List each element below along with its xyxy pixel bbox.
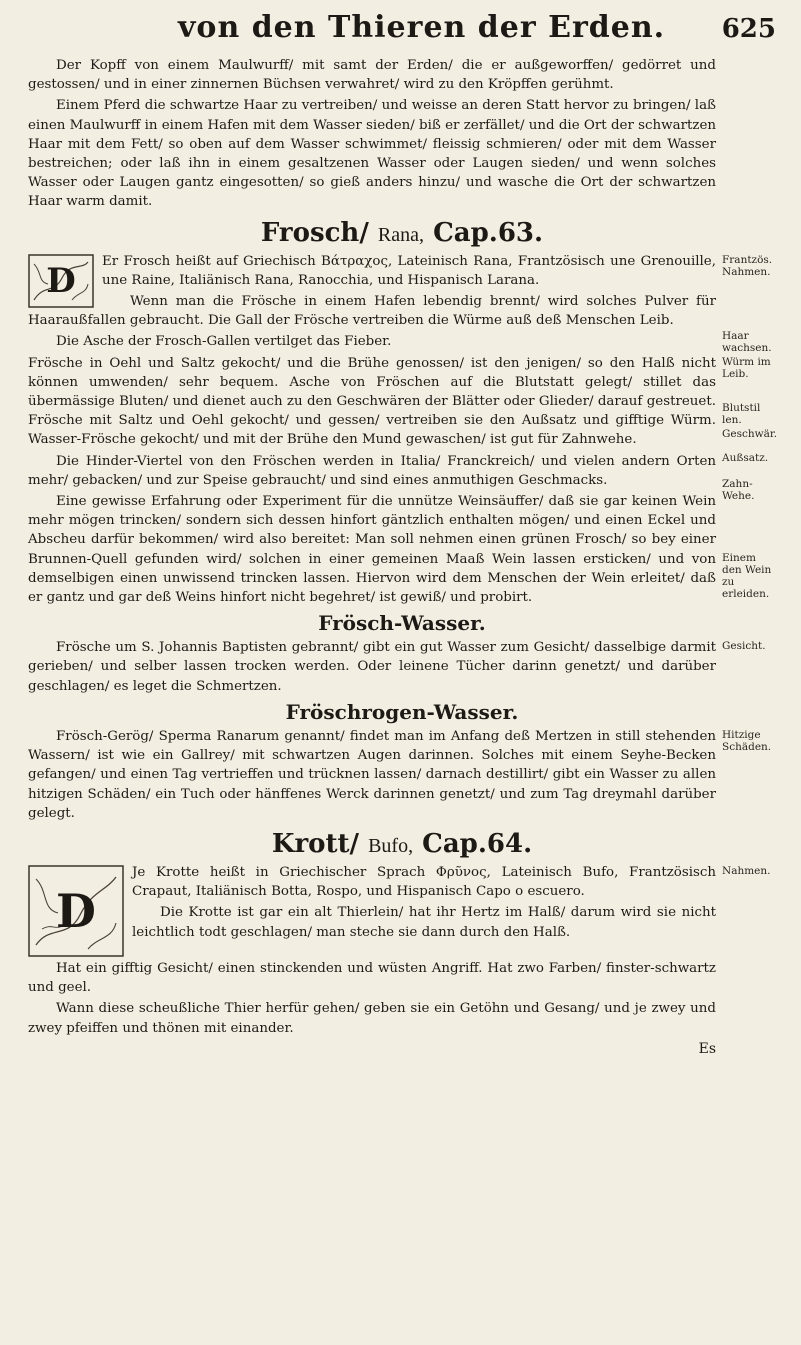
chapter-63-paragraph-6: Eine gewisse Erfahrung oder Experiment für die unnütze Weinsäuffer/ daß sie gar keinen Wein mehr mögen trincken/ sondern sich dessen hinfort gäntzlich enthalten mögen/ und einen Eckel und Abscheu darfür bekommen/ wird also bereitet: Man soll nehmen einen grünen Frosch/ so bey einer Brunnen-Quell gefunden wird/ solchen in einer gemeinen Maaß Wein lassen ersticken/ und von demselbigen einen unwissend trincken lassen. Hiervon wird dem Menschen der Wein erleitet/ daß er gantz und gar deß Weins hinfort nicht begehret/ ist gewiß/ und probirt. — [28, 494, 716, 606]
chapter-63-body — [28, 252, 776, 608]
froschwasser-paragraph: Frösche um S. Johannis Baptisten gebrannt/ gibt ein gut Wasser zum Gesicht/ dasselbige darmit gerieben/ und selber lassen trocken werden. Oder leinene Tücher darinn genetzt/ und darüber geschlagen/ es leget die Schmertzen. — [28, 640, 716, 694]
chapter-64-paragraph-4: Wann diese scheußliche Thier herfür gehen/ geben sie ein Getöhn und Gesang/ und je zwey und zwey pfeiffen und thönen mit einander. — [28, 1001, 716, 1036]
sidenote: Einem den Wein zu erleiden. — [722, 551, 772, 600]
sidenote: Geschwär. — [722, 427, 778, 440]
chapter-63-paragraph-5: Die Hinder-Viertel von den Fröschen werden in Italia/ Franckreich/ und vielen andern Orten mehr/ gebacken/ und zur Speise gebraucht/ und sind eines anmuthigen Geschmacks. — [28, 453, 716, 488]
chapter-64-title: Krott/ — [271, 828, 359, 859]
drop-cap-letter: D — [56, 883, 96, 938]
ornamental-initial — [28, 254, 94, 308]
sidenote: Gesicht. — [722, 640, 766, 653]
chapter-63-paragraph-2: Wenn man die Frösche in einem Hafen lebendig brennt/ wird solches Pulver für Haaraußfallen gebraucht. Die Gall der Frösche vertreiben die Würme auß deß Menschen Leib. — [28, 294, 716, 329]
catchword: Es — [698, 1040, 716, 1057]
froschwasser-body — [28, 638, 776, 696]
chapter-64-paragraph-3: Hat ein gifftig Gesicht/ einen stinckenden und wüsten Angriff. Hat zwo Farben/ finster-schwartz und geel. — [28, 960, 716, 996]
intro-section — [28, 56, 776, 212]
drop-cap-letter: D — [46, 260, 76, 301]
sidenote: Frantzös. Nahmen. — [722, 253, 773, 278]
intro-paragraph-2: Einem Pferd die schwartze Haar zu vertreiben/ und weisse an deren Statt hervor zu bringen/ laß einen Maulwurff in einem Hafen mit dem Wasser sieden/ biß er zerfället/ und die Ort der schwartzen Haar mit dem Fett/ so oben auf dem Wasser schwimmet/ fleissig schmieren/ oder mit dem Wasser bestreichen; oder laß ihn in einem gesaltzenen Wasser oder Laugen sieden/ und wenn solches Wasser oder Laugen gantz eingesotten/ so gieß anders hinzu/ und wasche die Ort der schwartzen Haar warm damit. — [28, 98, 716, 210]
chapter-63-heading — [28, 218, 776, 248]
chapter-63-paragraph-4: Frösche in Oehl und Saltz gekocht/ und die Brühe genossen/ ist den jenigen/ so den Halß nicht können umwenden/ sehr bequem. Asche von Fröschen auf die Blutstatt gelegt/ stillet das übermässige Bluten/ und dienet auch zu den Geschwären der Blätter oder Glieder/ darauf gestreuet. Frösche mit Saltz und Oehl gekocht/ und gessen/ vertreiben sie den Außsatz und gifftige Würm. Wasser-Frösche gekocht/ und mit der Brühe den Mund gewaschen/ ist gut für Zahnwehe. — [28, 355, 716, 448]
sidenote: Zahn-Wehe. — [722, 477, 755, 502]
chapter-64-heading — [28, 829, 776, 859]
sidenote: Außsatz. — [722, 451, 769, 464]
chapter-63-paragraph-1: Er Frosch heißt auf Griechisch Βάτραχος, Lateinisch Rana, Frantzösisch une Grenouille, une Raine, Italiänisch Rana, Ranocchia, und Hispanisch Larana. — [102, 253, 716, 288]
page-number: 625 — [721, 14, 776, 44]
sidenote: Hitzige Schäden. — [722, 728, 772, 753]
sidenote: Blutstil len. — [722, 401, 761, 426]
running-head-title: von den Thieren der Erden. — [178, 10, 666, 45]
sidenote: Haar wachsen. — [722, 329, 772, 354]
sidenote: Würm im Leib. — [722, 355, 771, 380]
book-page — [28, 10, 776, 1330]
chapter-63-title: Frosch/ — [260, 217, 369, 248]
froschrogen-heading: Fröschrogen-Wasser. — [285, 699, 519, 724]
chapter-64-paragraph-1: Je Krotte heißt in Griechischer Sprach Φρῦνος, Lateinisch Bufo, Frantzösisch Crapaut, Italiänisch Botta, Rospo, und Hispanisch Capo o escuero. — [132, 864, 716, 900]
running-head — [28, 10, 776, 56]
chapter-64-paragraph-2: Die Krotte ist gar ein alt Thierlein/ hat ihr Hertz im Halß/ darum wird sie nicht leichtlich todt geschlagen/ man steche sie dann durch den Halß. — [132, 905, 716, 940]
intro-paragraph-1: Der Kopff von einem Maulwurff/ mit samt der Erden/ die er außgeworffen/ gedörret und gestossen/ und in einer zinnernen Büchsen verwahret/ wird zu den Kröpffen gerühmt. — [28, 58, 716, 93]
chapter-64-latin: Bufo, — [368, 834, 414, 857]
chapter-64-body — [28, 863, 776, 1059]
chapter-64-cap: Cap.64. — [422, 828, 533, 859]
chapter-63-latin: Rana, — [377, 223, 424, 246]
froschwasser-heading: Frösch-Wasser. — [318, 611, 486, 636]
ornamental-initial — [28, 865, 124, 957]
sidenote: Nahmen. — [722, 864, 771, 877]
chapter-63-paragraph-3: Die Asche der Frosch-Gallen vertilget das Fieber. — [56, 334, 392, 350]
froschrogen-paragraph: Frösch-Gerög/ Sperma Ranarum genannt/ findet man im Anfang deß Mertzen in still stehenden Wassern/ ist wie ein Gallrey/ mit schwartzen Augen darinnen. Solches mit einem Seyhe-Becken gefangen/ und einen Tag vertrieffen und trücknen lassen/ darnach destillirt/ gibt ein Wasser zu allen hitzigen Schäden/ ein Tuch oder hänffenes Werck darinnen genetzt/ und zum Tag dreymahl darüber gelegt. — [28, 728, 716, 821]
froschrogen-body — [28, 727, 776, 823]
chapter-63-cap: Cap.63. — [433, 217, 544, 248]
